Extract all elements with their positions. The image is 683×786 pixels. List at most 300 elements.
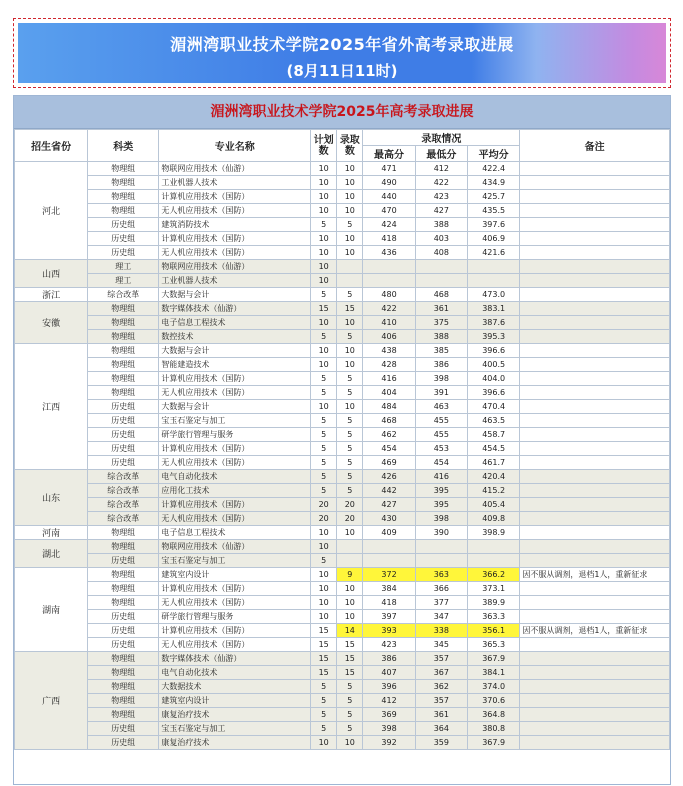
plan-cell: 10 [311,316,337,330]
subject-cell: 历史组 [88,624,159,638]
subject-cell: 历史组 [88,442,159,456]
plan-cell: 10 [311,260,337,274]
subject-cell: 理工 [88,274,159,288]
subject-cell: 历史组 [88,610,159,624]
major-cell: 物联网应用技术（仙游） [159,260,311,274]
plan-cell: 10 [311,526,337,540]
admitted-cell: 10 [337,526,363,540]
remark-cell [520,162,670,176]
subject-cell: 物理组 [88,596,159,610]
average-score-cell: 435.5 [468,204,520,218]
admitted-cell: 14 [337,624,363,638]
admitted-cell: 5 [337,722,363,736]
major-cell: 宝玉石鉴定与加工 [159,554,311,568]
subject-cell: 物理组 [88,708,159,722]
plan-cell: 5 [311,708,337,722]
admitted-cell: 10 [337,596,363,610]
remark-cell [520,708,670,722]
highest-score-cell: 430 [363,512,415,526]
table-row [15,736,670,750]
highest-score-cell [363,554,415,568]
major-cell: 智能建造技术 [159,358,311,372]
plan-cell: 15 [311,652,337,666]
province-cell: 河南 [15,526,88,540]
admitted-cell: 5 [337,470,363,484]
average-score-cell: 434.9 [468,176,520,190]
average-score-cell: 356.1 [468,624,520,638]
average-score-cell: 387.6 [468,316,520,330]
table-row [15,344,670,358]
average-score-cell: 397.6 [468,218,520,232]
table-row [15,288,670,302]
plan-cell: 5 [311,456,337,470]
admitted-cell: 10 [337,204,363,218]
banner-frame [13,18,671,88]
plan-cell: 10 [311,540,337,554]
lowest-score-cell: 398 [415,372,467,386]
major-cell: 建筑消防技术 [159,218,311,232]
remark-cell [520,582,670,596]
table-row [15,680,670,694]
subject-cell: 物理组 [88,582,159,596]
major-cell: 大数据与会计 [159,344,311,358]
province-cell: 广西 [15,652,88,750]
average-score-cell: 396.6 [468,386,520,400]
admitted-cell: 10 [337,344,363,358]
highest-score-cell [363,274,415,288]
remark-cell [520,344,670,358]
plan-cell: 10 [311,190,337,204]
remark-cell [520,498,670,512]
average-score-cell: 364.8 [468,708,520,722]
table-row [15,386,670,400]
header-subject: 科类 [88,130,159,162]
plan-cell: 10 [311,596,337,610]
subject-cell: 物理组 [88,372,159,386]
admitted-cell: 5 [337,708,363,722]
average-score-cell [468,260,520,274]
major-cell: 应用化工技术 [159,484,311,498]
admitted-cell: 10 [337,736,363,750]
highest-score-cell: 392 [363,736,415,750]
average-score-cell: 421.6 [468,246,520,260]
admitted-cell: 20 [337,512,363,526]
highest-score-cell: 397 [363,610,415,624]
table-row [15,596,670,610]
lowest-score-cell: 359 [415,736,467,750]
highest-score-cell: 426 [363,470,415,484]
major-cell: 物联网应用技术（仙游） [159,162,311,176]
major-cell: 无人机应用技术（国防） [159,386,311,400]
major-cell: 建筑室内设计 [159,568,311,582]
table-row [15,624,670,638]
major-cell: 研学旅行管理与服务 [159,610,311,624]
table-row [15,260,670,274]
remark-cell [520,316,670,330]
table-row [15,568,670,582]
table-row [15,358,670,372]
table-row [15,372,670,386]
remark-cell [520,512,670,526]
average-score-cell: 422.4 [468,162,520,176]
major-cell: 数字媒体技术（仙游） [159,302,311,316]
average-score-cell: 366.2 [468,568,520,582]
plan-cell: 20 [311,512,337,526]
table-row [15,274,670,288]
admitted-cell: 10 [337,246,363,260]
lowest-score-cell: 391 [415,386,467,400]
table-row [15,610,670,624]
remark-cell [520,414,670,428]
major-cell: 无人机应用技术（国防） [159,638,311,652]
admitted-cell [337,540,363,554]
plan-cell: 15 [311,624,337,638]
highest-score-cell: 418 [363,232,415,246]
major-cell: 大数据技术 [159,680,311,694]
table-row [15,176,670,190]
highest-score-cell: 372 [363,568,415,582]
admitted-cell: 5 [337,484,363,498]
subject-cell: 物理组 [88,344,159,358]
lowest-score-cell: 453 [415,442,467,456]
major-cell: 电气自动化技术 [159,666,311,680]
highest-score-cell: 468 [363,414,415,428]
table-row [15,400,670,414]
plan-cell: 5 [311,442,337,456]
admitted-cell: 15 [337,652,363,666]
major-cell: 电子信息工程技术 [159,526,311,540]
remark-cell [520,694,670,708]
major-cell: 计算机应用技术（国防） [159,190,311,204]
admitted-cell: 15 [337,666,363,680]
table-title: 湄洲湾职业技术学院2025年高考录取进展 [14,96,670,129]
remark-cell [520,456,670,470]
lowest-score-cell: 377 [415,596,467,610]
major-cell: 电子信息工程技术 [159,316,311,330]
admitted-cell: 5 [337,680,363,694]
banner-subtitle: (8月11日11时) [286,62,398,80]
admitted-cell: 10 [337,232,363,246]
subject-cell: 物理组 [88,330,159,344]
plan-cell: 5 [311,386,337,400]
remark-cell [520,596,670,610]
highest-score-cell: 409 [363,526,415,540]
lowest-score-cell: 398 [415,512,467,526]
subject-cell: 物理组 [88,526,159,540]
remark-cell [520,638,670,652]
plan-cell: 10 [311,736,337,750]
admitted-cell: 15 [337,302,363,316]
header-average: 平均分 [468,146,520,162]
subject-cell: 历史组 [88,428,159,442]
table-row [15,232,670,246]
admitted-cell: 10 [337,316,363,330]
subject-cell: 物理组 [88,302,159,316]
average-score-cell: 463.5 [468,414,520,428]
header-plan: 计划数 [311,130,337,162]
highest-score-cell [363,260,415,274]
remark-cell [520,288,670,302]
lowest-score-cell: 454 [415,456,467,470]
highest-score-cell: 393 [363,624,415,638]
lowest-score-cell: 357 [415,694,467,708]
average-score-cell [468,274,520,288]
admission-table [14,129,670,750]
subject-cell: 物理组 [88,316,159,330]
admitted-cell [337,274,363,288]
plan-cell: 10 [311,204,337,218]
plan-cell: 5 [311,414,337,428]
remark-cell [520,400,670,414]
table-row [15,190,670,204]
table-row [15,442,670,456]
remark-cell [520,386,670,400]
table-row [15,414,670,428]
highest-score-cell: 440 [363,190,415,204]
table-row [15,512,670,526]
remark-cell [520,680,670,694]
banner-title: 湄洲湾职业技术学院2025年省外高考录取进展 [170,35,514,54]
admitted-cell: 9 [337,568,363,582]
plan-cell: 10 [311,232,337,246]
highest-score-cell: 422 [363,302,415,316]
admission-table-container [13,95,671,785]
plan-cell: 5 [311,680,337,694]
average-score-cell: 405.4 [468,498,520,512]
lowest-score-cell: 366 [415,582,467,596]
table-row [15,526,670,540]
subject-cell: 历史组 [88,400,159,414]
table-row [15,218,670,232]
remark-cell [520,722,670,736]
major-cell: 计算机应用技术（国防） [159,582,311,596]
average-score-cell: 473.0 [468,288,520,302]
remark-cell [520,526,670,540]
major-cell: 计算机应用技术（国防） [159,498,311,512]
major-cell: 宝玉石鉴定与加工 [159,722,311,736]
plan-cell: 5 [311,470,337,484]
plan-cell: 5 [311,484,337,498]
lowest-score-cell: 408 [415,246,467,260]
plan-cell: 5 [311,722,337,736]
plan-cell: 10 [311,274,337,288]
plan-cell: 10 [311,246,337,260]
admitted-cell: 5 [337,372,363,386]
major-cell: 康复治疗技术 [159,736,311,750]
plan-cell: 15 [311,638,337,652]
average-score-cell: 367.9 [468,736,520,750]
lowest-score-cell: 468 [415,288,467,302]
remark-cell [520,358,670,372]
admitted-cell: 5 [337,414,363,428]
average-score-cell [468,554,520,568]
highest-score-cell: 369 [363,708,415,722]
average-score-cell: 363.3 [468,610,520,624]
highest-score-cell: 412 [363,694,415,708]
lowest-score-cell [415,274,467,288]
lowest-score-cell: 388 [415,218,467,232]
highest-score-cell: 428 [363,358,415,372]
header-highest: 最高分 [363,146,415,162]
average-score-cell: 454.5 [468,442,520,456]
major-cell: 物联网应用技术（仙游） [159,540,311,554]
remark-cell [520,470,670,484]
average-score-cell: 389.9 [468,596,520,610]
table-row [15,582,670,596]
remark-cell [520,540,670,554]
lowest-score-cell: 388 [415,330,467,344]
lowest-score-cell: 338 [415,624,467,638]
admitted-cell: 5 [337,330,363,344]
lowest-score-cell: 455 [415,428,467,442]
highest-score-cell: 396 [363,680,415,694]
average-score-cell: 406.9 [468,232,520,246]
table-row [15,246,670,260]
average-score-cell: 367.9 [468,652,520,666]
remark-cell [520,428,670,442]
major-cell: 数控技术 [159,330,311,344]
remark-cell [520,246,670,260]
province-cell: 河北 [15,162,88,260]
lowest-score-cell: 345 [415,638,467,652]
remark-cell [520,204,670,218]
table-row [15,554,670,568]
remark-cell [520,736,670,750]
plan-cell: 10 [311,162,337,176]
admitted-cell: 10 [337,400,363,414]
subject-cell: 物理组 [88,652,159,666]
lowest-score-cell: 455 [415,414,467,428]
table-row [15,652,670,666]
header-lowest: 最低分 [415,146,467,162]
table-row [15,638,670,652]
average-score-cell: 370.6 [468,694,520,708]
admitted-cell: 5 [337,694,363,708]
lowest-score-cell: 416 [415,470,467,484]
lowest-score-cell: 463 [415,400,467,414]
subject-cell: 综合改革 [88,512,159,526]
lowest-score-cell [415,554,467,568]
highest-score-cell: 470 [363,204,415,218]
remark-cell [520,176,670,190]
table-row [15,708,670,722]
lowest-score-cell: 423 [415,190,467,204]
remark-cell: 因不服从调剂，退档1人，重新征求 [520,568,670,582]
plan-cell: 10 [311,568,337,582]
average-score-cell: 400.5 [468,358,520,372]
remark-cell [520,372,670,386]
admitted-cell [337,260,363,274]
subject-cell: 物理组 [88,190,159,204]
subject-cell: 历史组 [88,554,159,568]
highest-score-cell: 469 [363,456,415,470]
remark-cell [520,190,670,204]
table-row [15,470,670,484]
highest-score-cell: 384 [363,582,415,596]
average-score-cell: 461.7 [468,456,520,470]
subject-cell: 物理组 [88,358,159,372]
average-score-cell [468,540,520,554]
subject-cell: 物理组 [88,162,159,176]
average-score-cell: 383.1 [468,302,520,316]
admitted-cell: 10 [337,610,363,624]
highest-score-cell: 471 [363,162,415,176]
average-score-cell: 365.3 [468,638,520,652]
subject-cell: 物理组 [88,694,159,708]
major-cell: 计算机应用技术（国防） [159,442,311,456]
remark-cell [520,232,670,246]
major-cell: 计算机应用技术（国防） [159,372,311,386]
major-cell: 数字媒体技术（仙游） [159,652,311,666]
table-row [15,302,670,316]
highest-score-cell: 407 [363,666,415,680]
highest-score-cell: 462 [363,428,415,442]
subject-cell: 理工 [88,260,159,274]
admitted-cell: 10 [337,582,363,596]
major-cell: 大数据与会计 [159,288,311,302]
major-cell: 无人机应用技术（国防） [159,596,311,610]
major-cell: 无人机应用技术（国防） [159,512,311,526]
plan-cell: 5 [311,218,337,232]
remark-cell [520,484,670,498]
highest-score-cell: 418 [363,596,415,610]
subject-cell: 物理组 [88,176,159,190]
subject-cell: 历史组 [88,456,159,470]
lowest-score-cell: 361 [415,708,467,722]
plan-cell: 15 [311,302,337,316]
highest-score-cell [363,540,415,554]
table-row [15,162,670,176]
lowest-score-cell: 367 [415,666,467,680]
average-score-cell: 404.0 [468,372,520,386]
average-score-cell: 409.8 [468,512,520,526]
major-cell: 康复治疗技术 [159,708,311,722]
province-cell: 浙江 [15,288,88,302]
admitted-cell [337,554,363,568]
major-cell: 大数据与会计 [159,400,311,414]
subject-cell: 综合改革 [88,484,159,498]
remark-cell [520,666,670,680]
table-row [15,428,670,442]
plan-cell: 10 [311,358,337,372]
subject-cell: 物理组 [88,568,159,582]
lowest-score-cell: 386 [415,358,467,372]
remark-cell [520,302,670,316]
subject-cell: 历史组 [88,722,159,736]
lowest-score-cell: 363 [415,568,467,582]
plan-cell: 10 [311,400,337,414]
highest-score-cell: 423 [363,638,415,652]
plan-cell: 10 [311,176,337,190]
average-score-cell: 458.7 [468,428,520,442]
highest-score-cell: 454 [363,442,415,456]
admitted-cell: 10 [337,190,363,204]
table-row [15,694,670,708]
remark-cell [520,652,670,666]
lowest-score-cell: 364 [415,722,467,736]
table-row [15,722,670,736]
province-cell: 湖南 [15,568,88,652]
remark-cell [520,274,670,288]
highest-score-cell: 480 [363,288,415,302]
lowest-score-cell: 361 [415,302,467,316]
plan-cell: 10 [311,610,337,624]
admitted-cell: 5 [337,386,363,400]
major-cell: 计算机应用技术（国防） [159,232,311,246]
province-cell: 湖北 [15,540,88,568]
major-cell: 建筑室内设计 [159,694,311,708]
admitted-cell: 10 [337,176,363,190]
